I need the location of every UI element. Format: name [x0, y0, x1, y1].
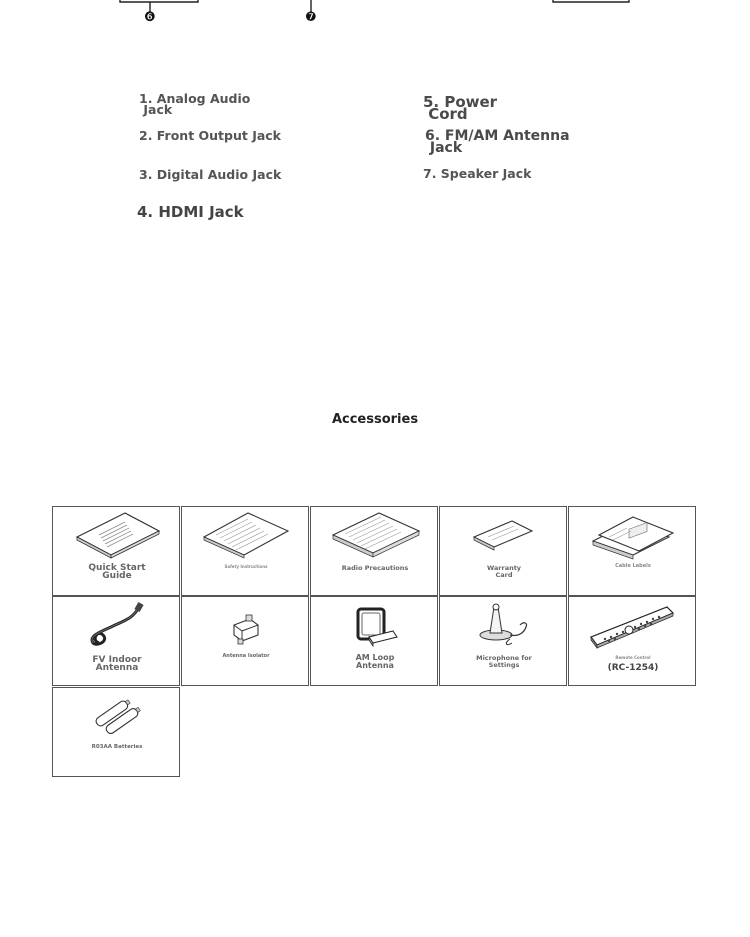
accessory-fv-indoor-antenna: [52, 596, 180, 686]
rear-panel-diagram-fragment: [0, 0, 750, 30]
remote-icon: [569, 597, 697, 687]
accessory-label: AM Loop Antenna: [355, 653, 395, 670]
jack-label-digital-audio: 3. Digital Audio Jack: [139, 167, 282, 182]
accessory-radio-precautions: [310, 506, 438, 596]
accessory-am-loop-antenna: [310, 596, 438, 686]
remote-model-number: (RC-1254): [607, 663, 659, 673]
jack-label-fm-am-antenna: 6. FM/AM Antenna Jack: [425, 128, 570, 156]
rear-panel-lines: [0, 0, 750, 30]
accessory-label: Radio Precautions: [341, 564, 409, 572]
batteries-icon: [53, 688, 181, 778]
loop-antenna-icon: [311, 597, 439, 687]
jack-label-speaker: 7. Speaker Jack: [423, 166, 532, 181]
labels-icon: [569, 507, 697, 597]
accessory-microphone-for-settings: [439, 596, 567, 686]
jack-label-power-cord: 5. Power Cord: [423, 93, 498, 123]
accessory-label: R03AA Batteries: [91, 744, 143, 750]
accessory-label: Safety Instructions: [224, 564, 268, 569]
accessory-label: Quick Start Guide: [88, 563, 146, 581]
accessories-title: Accessories: [331, 412, 419, 427]
accessory-label: Antenna Isolator: [222, 653, 270, 659]
callout-7-icon: ❼: [305, 10, 317, 25]
accessory-label: Microphone for Settings: [476, 654, 532, 669]
document-icon: [182, 507, 310, 597]
accessory-antenna-isolator: [181, 596, 309, 686]
microphone-icon: [440, 597, 568, 687]
accessory-cable-labels: [568, 506, 696, 596]
callout-6-icon: ❻: [144, 10, 156, 25]
jack-label-hdmi: 4. HDMI Jack: [137, 203, 244, 221]
accessory-r03aa-batteries: [52, 687, 180, 777]
accessory-remote-control: [568, 596, 696, 686]
accessories-grid: [52, 506, 696, 778]
accessory-label: Cable Labels: [615, 563, 651, 569]
antenna-cable-icon: [53, 597, 181, 687]
accessory-quick-start-guide: [52, 506, 180, 596]
card-icon: [440, 507, 568, 597]
accessory-safety-instructions: [181, 506, 309, 596]
accessory-label: Warranty Card: [486, 564, 522, 579]
accessory-label: FV Indoor Antenna: [92, 655, 142, 673]
document-icon: [53, 507, 181, 597]
jack-label-analog-audio: 1. Analog Audio Jack: [139, 91, 251, 117]
accessory-warranty-card: [439, 506, 567, 596]
isolator-icon: [182, 597, 310, 687]
jack-label-front-output: 2. Front Output Jack: [139, 128, 281, 143]
document-icon: [311, 507, 439, 597]
accessory-label: Remote Control: [615, 655, 651, 660]
